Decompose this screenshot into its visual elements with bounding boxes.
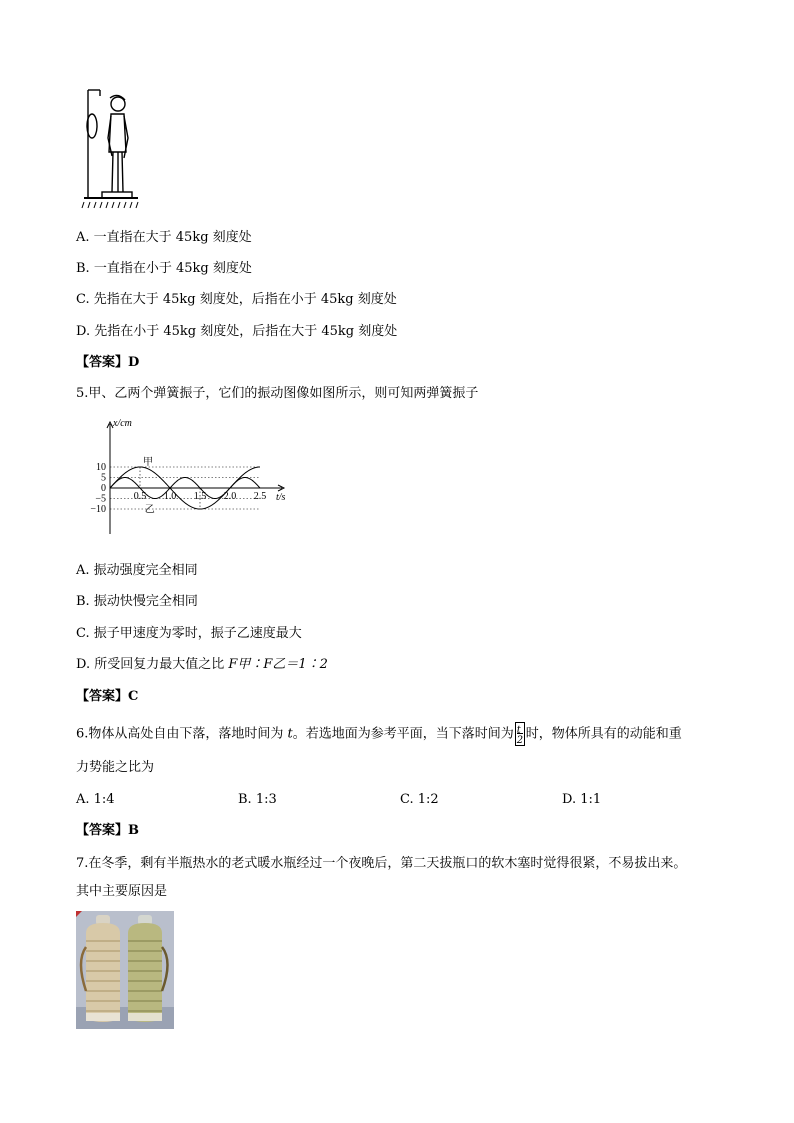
- chart-x-tick-label: 2.0: [223, 491, 237, 502]
- q6-frac-den: 2: [516, 735, 524, 746]
- vibration-chart: [90, 418, 300, 536]
- q4-answer: 【答案】D: [76, 355, 140, 370]
- q5-option-d-text: D. 所受回复力最大值之比: [76, 657, 225, 672]
- q6-stem-b: 。若选地面为参考平面，当下落时间为: [292, 726, 514, 742]
- q6-stem-a: 6.物体从高处自由下落，落地时间为: [76, 726, 284, 742]
- q4-option-b: B. 一直指在小于 45kg 刻度处: [76, 261, 252, 276]
- q6-answer: 【答案】B: [76, 823, 139, 838]
- chart-x-label: t/s: [276, 492, 286, 503]
- q6-frac-num: t: [516, 725, 521, 736]
- chart-x-tick-label: 2.5: [253, 491, 267, 502]
- chart-y-label: x/cm: [113, 418, 132, 429]
- q4-option-a: A. 一直指在大于 45kg 刻度处: [76, 230, 252, 245]
- scale-person-figure: [80, 88, 145, 213]
- q4-option-d: D. 先指在小于 45kg 刻度处，后指在大于 45kg 刻度处: [76, 324, 398, 339]
- q5-option-b: B. 振动快慢完全相同: [76, 594, 198, 609]
- q4-option-c: C. 先指在大于 45kg 刻度处，后指在小于 45kg 刻度处: [76, 292, 397, 307]
- q6-option-a: A. 1:4: [76, 792, 115, 807]
- q5-option-d: [76, 657, 328, 673]
- q5-option-c: C. 振子甲速度为零时，振子乙速度最大: [76, 626, 302, 641]
- q5-option-d-formula: F甲∶F乙＝1∶2: [228, 657, 328, 672]
- chart-y-tick-label: 10: [96, 462, 106, 473]
- q6-var-t: t: [287, 726, 293, 742]
- chart-y-tick-label: −10: [90, 504, 106, 515]
- q5-stem: 5.甲、乙两个弹簧振子，它们的振动图像如图所示，则可知两弹簧振子: [76, 386, 479, 401]
- thermos-bottles-photo: [76, 911, 174, 1029]
- q5-answer: 【答案】C: [76, 689, 139, 704]
- chart-series-label-yi: 乙: [144, 504, 155, 516]
- q6-fraction: [515, 722, 525, 746]
- q6-stem-line2: 力势能之比为: [76, 760, 155, 775]
- chart-x-tick-label: 1.5: [193, 491, 207, 502]
- chart-y-tick-label: 5: [101, 472, 106, 484]
- chart-x-tick-label: 0.5: [133, 491, 147, 502]
- q6-option-b: B. 1:3: [238, 792, 277, 807]
- chart-x-tick-label: 1.0: [163, 491, 177, 502]
- chart-series-label-jia: 甲: [143, 457, 153, 468]
- q7-stem-line1: 7.在冬季，剩有半瓶热水的老式暖水瓶经过一个夜晚后，第二天拔瓶口的软木塞时觉得很紧，不易拔出来。: [76, 856, 687, 871]
- chart-y-tick-label: 0: [101, 483, 106, 494]
- q7-stem-line2: 其中主要原因是: [76, 884, 168, 899]
- chart-y-tick-label: −5: [95, 493, 106, 505]
- q6-stem-line1: [76, 722, 682, 746]
- q5-option-a: A. 振动强度完全相同: [76, 563, 198, 578]
- q6-option-c: C. 1:2: [400, 792, 439, 807]
- q6-option-d: D. 1:1: [562, 792, 602, 807]
- q6-stem-c: 时，物体所具有的动能和重: [525, 726, 682, 742]
